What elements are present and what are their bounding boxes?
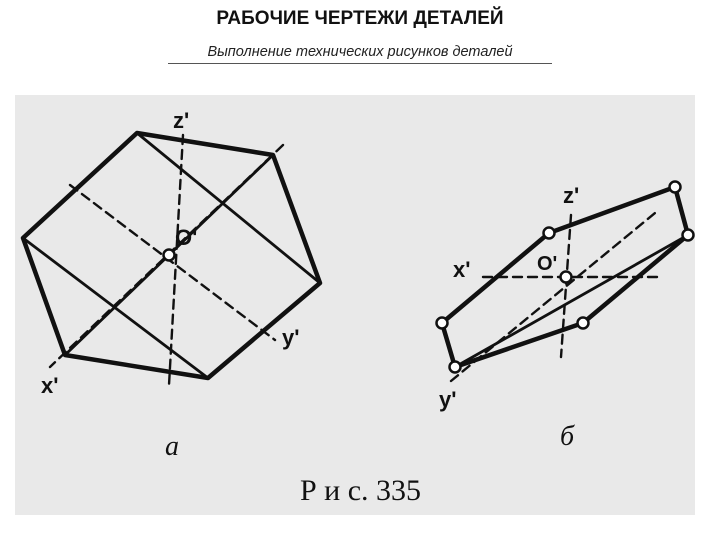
technical-drawing-figure [15, 95, 695, 515]
label-part-a: а [165, 431, 179, 462]
slide-subtitle: Выполнение технических рисунков деталей [168, 44, 552, 64]
origin-point-a [164, 250, 175, 261]
vertex-point [437, 318, 448, 329]
figure-caption: Р и с. 335 [300, 474, 422, 507]
label-y-b: y' [439, 387, 457, 412]
label-y-a: y' [282, 325, 300, 350]
label-z-a: z' [173, 108, 190, 133]
label-x-a: x' [41, 373, 59, 398]
vertex-point [578, 318, 589, 329]
vertex-point [544, 228, 555, 239]
parallelogram-drawing [437, 182, 694, 382]
label-part-b: б [560, 421, 575, 452]
label-z-b: z' [563, 183, 580, 208]
hexagon-drawing [23, 133, 320, 385]
vertex-point [683, 230, 694, 241]
parallelogram-inner-line [455, 235, 688, 367]
label-origin-b: O' [537, 253, 558, 275]
label-x-b: x' [453, 257, 471, 282]
label-origin-a: O' [175, 225, 198, 250]
vertex-point [450, 362, 461, 373]
slide-title: РАБОЧИЕ ЧЕРТЕЖИ ДЕТАЛЕЙ [216, 8, 504, 29]
origin-point-b [561, 272, 572, 283]
drawing-canvas [15, 95, 695, 515]
vertex-point [670, 182, 681, 193]
